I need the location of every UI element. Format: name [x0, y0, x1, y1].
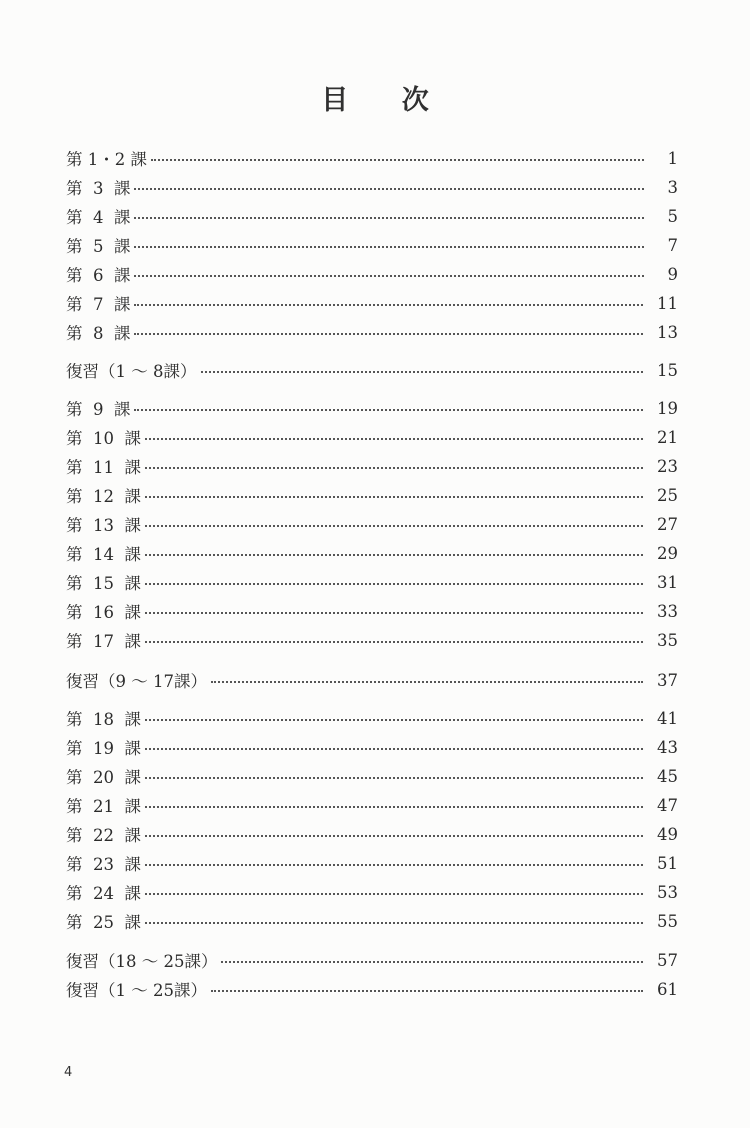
- toc-entry[interactable]: [66, 909, 678, 933]
- toc-entry-label: 第 21 課: [66, 797, 141, 816]
- toc-entry-page: 7: [667, 235, 678, 255]
- dot-leader: [145, 494, 643, 498]
- toc-entry-page: 5: [667, 206, 678, 226]
- toc-entry-label: 第 20 課: [66, 768, 141, 787]
- dot-leader: [134, 273, 644, 277]
- dot-leader: [145, 465, 643, 469]
- toc-entry-page: 11: [657, 293, 678, 313]
- toc-entry-label: 第 11 課: [66, 458, 141, 477]
- dot-leader: [145, 746, 643, 750]
- dot-leader: [145, 804, 643, 808]
- dot-leader: [134, 407, 643, 411]
- toc-entry[interactable]: [66, 851, 678, 875]
- toc-entry-page: 51: [657, 853, 678, 873]
- toc-entry-page: 29: [657, 543, 678, 563]
- dot-leader: [145, 775, 643, 779]
- toc-entry-page: 47: [657, 795, 678, 815]
- toc-entry-page: 45: [657, 766, 678, 786]
- dot-leader: [145, 891, 643, 895]
- toc-entry-label: 第 12 課: [66, 487, 141, 506]
- dot-leader: [145, 717, 643, 721]
- toc-entry-page: 31: [657, 572, 678, 592]
- dot-leader: [211, 988, 643, 992]
- toc-entry-label: 第 5 課: [66, 237, 131, 256]
- toc-entry-review[interactable]: [66, 948, 678, 972]
- toc-entry-review[interactable]: [66, 977, 678, 1001]
- toc-entry-page: 27: [657, 514, 678, 534]
- dot-leader: [145, 523, 643, 527]
- dot-leader: [134, 215, 644, 219]
- toc-entry-label: 復習（9 ～ 17課）: [66, 672, 207, 691]
- dot-leader: [201, 369, 644, 373]
- dot-leader: [134, 331, 643, 335]
- toc-entry-page: 9: [667, 264, 678, 284]
- toc-entry[interactable]: [66, 570, 678, 594]
- toc-entry-label: 第 7 課: [66, 295, 131, 314]
- toc-entry-page: 21: [657, 427, 678, 447]
- toc-entry[interactable]: [66, 541, 678, 565]
- toc-entry-page: 35: [657, 630, 678, 650]
- toc-entry[interactable]: [66, 175, 678, 199]
- dot-leader: [134, 186, 644, 190]
- toc-entry-label: 第 13 課: [66, 516, 141, 535]
- page-title: 目 次: [321, 85, 451, 116]
- toc-entry-page: 25: [657, 485, 678, 505]
- toc-entry-page: 13: [657, 322, 678, 342]
- toc-entry[interactable]: [66, 822, 678, 846]
- toc-entry-page: 37: [657, 670, 678, 690]
- toc-entry-label: 第 1・2 課: [66, 150, 147, 169]
- toc-entry-label: 復習（1 ～ 8課）: [66, 362, 197, 381]
- dot-leader: [134, 244, 644, 248]
- toc-entry-label: 復習（1 ～ 25課）: [66, 981, 207, 1000]
- dot-leader: [211, 679, 643, 683]
- toc-entry[interactable]: [66, 262, 678, 286]
- toc-entry-page: 55: [657, 911, 678, 931]
- toc-entry-page: 57: [657, 950, 678, 970]
- toc-entry[interactable]: [66, 291, 678, 315]
- toc-entry-label: 第 19 課: [66, 739, 141, 758]
- dot-leader: [145, 833, 643, 837]
- toc-entry[interactable]: [66, 483, 678, 507]
- toc-entry-page: 15: [657, 360, 678, 380]
- toc-entry[interactable]: [66, 793, 678, 817]
- toc-entry-label: 第 6 課: [66, 266, 131, 285]
- toc-entry-label: 第 23 課: [66, 855, 141, 874]
- toc-entry[interactable]: [66, 320, 678, 344]
- toc-entry[interactable]: [66, 146, 678, 170]
- dot-leader: [145, 920, 643, 924]
- toc-entry-label: 第 16 課: [66, 603, 141, 622]
- toc-entry-page: 61: [657, 979, 678, 999]
- toc-entry[interactable]: [66, 396, 678, 420]
- toc-entry-label: 第 24 課: [66, 884, 141, 903]
- toc-entry[interactable]: [66, 628, 678, 652]
- toc-entry-label: 第 18 課: [66, 710, 141, 729]
- toc-entry-label: 第 4 課: [66, 208, 131, 227]
- toc-entry-label: 第 15 課: [66, 574, 141, 593]
- toc-entry-page: 19: [657, 398, 678, 418]
- page-number: 4: [64, 1065, 73, 1080]
- dot-leader: [145, 639, 643, 643]
- toc-entry-page: 3: [667, 177, 678, 197]
- toc-entry[interactable]: [66, 512, 678, 536]
- toc-entry[interactable]: [66, 735, 678, 759]
- toc-entry[interactable]: [66, 880, 678, 904]
- toc-entry[interactable]: [66, 599, 678, 623]
- toc-entry[interactable]: [66, 454, 678, 478]
- toc-entry[interactable]: [66, 764, 678, 788]
- toc-entry-label: 第 22 課: [66, 826, 141, 845]
- toc-entry-label: 第 3 課: [66, 179, 131, 198]
- dot-leader: [145, 552, 643, 556]
- dot-leader: [145, 862, 643, 866]
- toc-entry[interactable]: [66, 425, 678, 449]
- toc-entry-page: 53: [657, 882, 678, 902]
- toc-entry-label: 復習（18 ～ 25課）: [66, 952, 218, 971]
- toc-entry-page: 49: [657, 824, 678, 844]
- toc-entry-label: 第 10 課: [66, 429, 141, 448]
- toc-entry-page: 41: [657, 708, 678, 728]
- toc-entry-page: 43: [657, 737, 678, 757]
- dot-leader: [221, 959, 643, 963]
- toc-entry[interactable]: [66, 706, 678, 730]
- dot-leader: [145, 610, 643, 614]
- toc-entry[interactable]: [66, 204, 678, 228]
- toc-entry-label: 第 14 課: [66, 545, 141, 564]
- dot-leader: [145, 436, 643, 440]
- toc-entry-review[interactable]: [66, 668, 678, 692]
- dot-leader: [134, 302, 643, 306]
- dot-leader: [145, 581, 643, 585]
- toc-entry-label: 第 9 課: [66, 400, 131, 419]
- toc-entry-label: 第 17 課: [66, 632, 141, 651]
- toc-entry[interactable]: [66, 233, 678, 257]
- toc-entry-label: 第 8 課: [66, 324, 131, 343]
- toc-entry-label: 第 25 課: [66, 913, 141, 932]
- toc-entry-page: 33: [657, 601, 678, 621]
- dot-leader: [151, 157, 644, 161]
- toc-entry-review[interactable]: [66, 358, 678, 382]
- toc-entry-page: 1: [667, 148, 678, 168]
- toc-entry-page: 23: [657, 456, 678, 476]
